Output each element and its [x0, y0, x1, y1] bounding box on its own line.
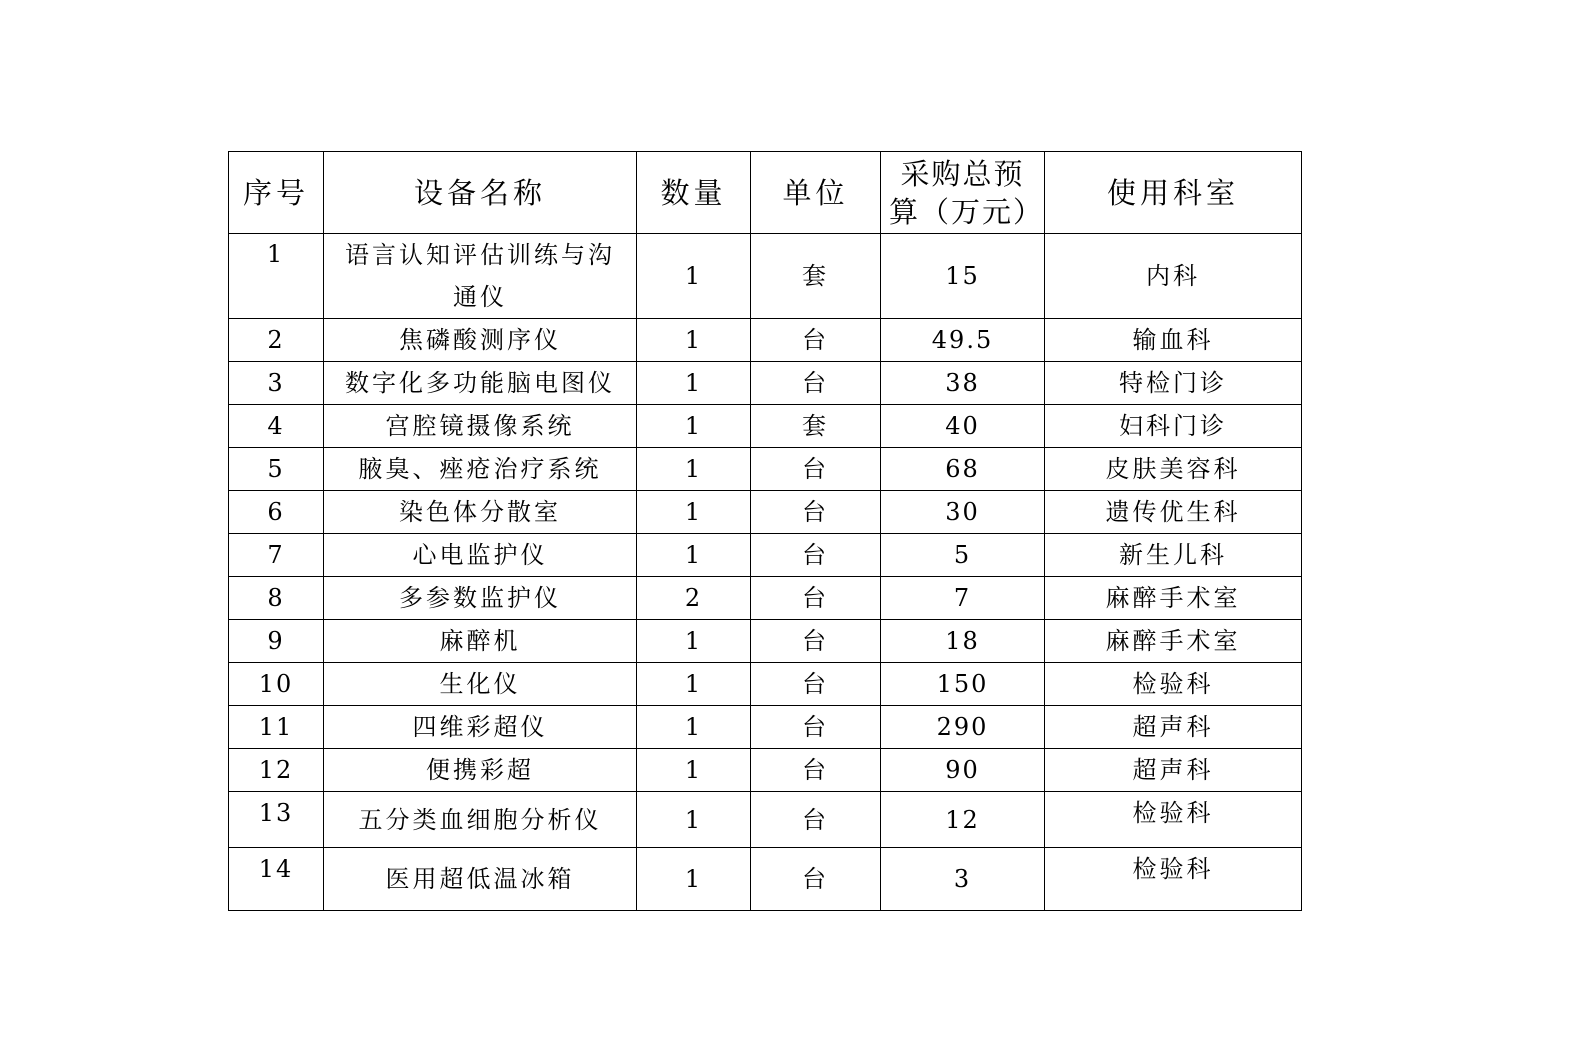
header-index: 序号: [229, 152, 324, 234]
cell-quantity: 1: [637, 792, 751, 848]
cell-unit: 台: [751, 491, 881, 534]
cell-department: 输血科: [1045, 319, 1302, 362]
cell-unit: 台: [751, 534, 881, 577]
header-equipment-name: 设备名称: [324, 152, 637, 234]
cell-index: 1: [229, 234, 324, 319]
cell-unit: 台: [751, 577, 881, 620]
cell-quantity: 1: [637, 749, 751, 792]
cell-budget: 290: [881, 706, 1045, 749]
cell-equipment-name: 便携彩超: [324, 749, 637, 792]
cell-index: 5: [229, 448, 324, 491]
cell-index: 14: [229, 848, 324, 911]
table-row: [229, 620, 1302, 663]
cell-budget: 90: [881, 749, 1045, 792]
cell-index: 9: [229, 620, 324, 663]
cell-quantity: 2: [637, 577, 751, 620]
table-row: [229, 749, 1302, 792]
cell-index: 6: [229, 491, 324, 534]
cell-equipment-name: 麻醉机: [324, 620, 637, 663]
cell-quantity: 1: [637, 620, 751, 663]
cell-unit: 台: [751, 620, 881, 663]
table-row: [229, 491, 1302, 534]
cell-index: 10: [229, 663, 324, 706]
cell-unit: 套: [751, 405, 881, 448]
cell-unit: 台: [751, 663, 881, 706]
cell-department: 妇科门诊: [1045, 405, 1302, 448]
table-row: [229, 362, 1302, 405]
header-quantity: 数量: [637, 152, 751, 234]
cell-department: 超声科: [1045, 706, 1302, 749]
header-budget: 采购总预算（万元）: [881, 152, 1045, 234]
header-department: 使用科室: [1045, 152, 1302, 234]
cell-unit: 台: [751, 848, 881, 911]
cell-department: 皮肤美容科: [1045, 448, 1302, 491]
cell-equipment-name: 焦磷酸测序仪: [324, 319, 637, 362]
cell-quantity: 1: [637, 848, 751, 911]
cell-equipment-name: 心电监护仪: [324, 534, 637, 577]
cell-budget: 12: [881, 792, 1045, 848]
cell-budget: 3: [881, 848, 1045, 911]
cell-department: 检验科: [1045, 663, 1302, 706]
table-row: [229, 319, 1302, 362]
cell-quantity: 1: [637, 663, 751, 706]
cell-unit: 台: [751, 362, 881, 405]
table-row: [229, 534, 1302, 577]
cell-quantity: 1: [637, 234, 751, 319]
cell-index: 8: [229, 577, 324, 620]
table-row: [229, 663, 1302, 706]
cell-budget: 49.5: [881, 319, 1045, 362]
cell-budget: 68: [881, 448, 1045, 491]
cell-quantity: 1: [637, 319, 751, 362]
cell-budget: 38: [881, 362, 1045, 405]
cell-quantity: 1: [637, 534, 751, 577]
header-unit: 单位: [751, 152, 881, 234]
cell-unit: 台: [751, 706, 881, 749]
cell-unit: 台: [751, 319, 881, 362]
cell-unit: 台: [751, 749, 881, 792]
cell-quantity: 1: [637, 448, 751, 491]
cell-index: 13: [229, 792, 324, 848]
table-row: [229, 792, 1302, 848]
cell-index: 3: [229, 362, 324, 405]
cell-budget: 7: [881, 577, 1045, 620]
cell-equipment-name: 生化仪: [324, 663, 637, 706]
cell-budget: 18: [881, 620, 1045, 663]
cell-quantity: 1: [637, 405, 751, 448]
cell-equipment-name: 医用超低温冰箱: [324, 848, 637, 911]
cell-unit: 台: [751, 448, 881, 491]
cell-department: 麻醉手术室: [1045, 577, 1302, 620]
cell-department: 内科: [1045, 234, 1302, 319]
table-row: [229, 405, 1302, 448]
cell-budget: 30: [881, 491, 1045, 534]
cell-equipment-name: 五分类血细胞分析仪: [324, 792, 637, 848]
cell-budget: 15: [881, 234, 1045, 319]
cell-index: 12: [229, 749, 324, 792]
cell-budget: 5: [881, 534, 1045, 577]
cell-equipment-name: 语言认知评估训练与沟通仪: [324, 234, 637, 319]
cell-index: 11: [229, 706, 324, 749]
table-header-row: [229, 152, 1302, 234]
cell-department: 超声科: [1045, 749, 1302, 792]
table-row: [229, 706, 1302, 749]
table-row: [229, 577, 1302, 620]
table-row: [229, 448, 1302, 491]
cell-department: 检验科: [1045, 792, 1302, 848]
cell-equipment-name: 多参数监护仪: [324, 577, 637, 620]
cell-department: 新生儿科: [1045, 534, 1302, 577]
cell-index: 7: [229, 534, 324, 577]
cell-equipment-name: 宫腔镜摄像系统: [324, 405, 637, 448]
cell-index: 2: [229, 319, 324, 362]
cell-budget: 40: [881, 405, 1045, 448]
equipment-table: [228, 151, 1302, 911]
cell-quantity: 1: [637, 706, 751, 749]
cell-unit: 台: [751, 792, 881, 848]
cell-department: 特检门诊: [1045, 362, 1302, 405]
cell-unit: 套: [751, 234, 881, 319]
cell-equipment-name: 腋臭、痤疮治疗系统: [324, 448, 637, 491]
cell-quantity: 1: [637, 362, 751, 405]
cell-department: 麻醉手术室: [1045, 620, 1302, 663]
cell-equipment-name: 四维彩超仪: [324, 706, 637, 749]
cell-quantity: 1: [637, 491, 751, 534]
cell-equipment-name: 数字化多功能脑电图仪: [324, 362, 637, 405]
table-row: [229, 848, 1302, 911]
cell-department: 检验科: [1045, 848, 1302, 911]
cell-budget: 150: [881, 663, 1045, 706]
cell-department: 遗传优生科: [1045, 491, 1302, 534]
table-row: [229, 234, 1302, 319]
cell-equipment-name: 染色体分散室: [324, 491, 637, 534]
cell-index: 4: [229, 405, 324, 448]
